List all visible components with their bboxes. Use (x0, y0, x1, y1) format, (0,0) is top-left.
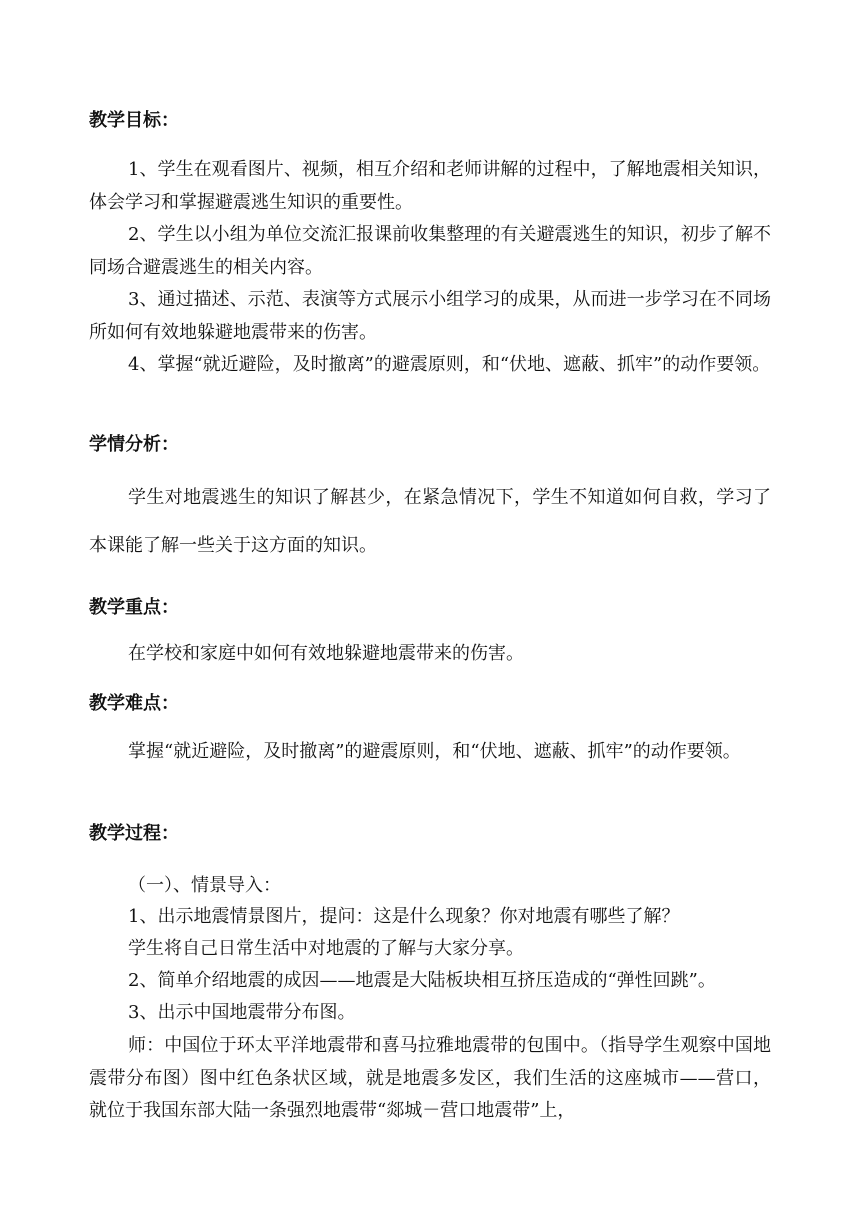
objective-item-1: 1、学生在观看图片、视频，相互介绍和老师讲解的过程中，了解地震相关知识，体会学习和掌握避震逃生知识的重要性。 (89, 159, 771, 213)
process-step-1-note: 学生将自己日常生活中对地震的了解与大家分享。 (128, 938, 524, 959)
objective-item-3: 3、通过描述、示范、表演等方式展示小组学习的成果，从而进一步学习在不同场所如何有效地躲避地震带来的伤害。 (89, 289, 771, 343)
process-step-1: 1、出示地震情景图片，提问：这是什么现象？你对地震有哪些了解？ (128, 906, 680, 927)
section-one-title: （一）、情景导入： (128, 875, 281, 896)
analysis-heading: 学情分析： (89, 434, 179, 455)
difficulty-text: 掌握“就近避险，及时撤离”的避震原则，和“伏地、遮蔽、抓牢”的动作要领。 (128, 741, 741, 762)
objective-item-4: 4、掌握“就近避险，及时撤离”的避震原则，和“伏地、遮蔽、抓牢”的动作要领。 (128, 354, 771, 375)
key-point-heading: 教学重点： (89, 597, 179, 618)
process-heading: 教学过程： (89, 823, 179, 844)
process-step-3: 3、出示中国地震带分布图。 (128, 1002, 356, 1023)
teacher-explanation: 师：中国位于环太平洋地震带和喜马拉雅地震带的包围中。（指导学生观察中国地震带分布图）图中红色条状区域，就是地震多发区，我们生活的这座城市——营口，就位于我国东部大陆一条强烈地震带“郯城－营口地震带”上， (89, 1035, 771, 1121)
analysis-text: 学生对地震逃生的知识了解甚少，在紧急情况下，学生不知道如何自救，学习了本课能了解一些关于这方面的知识。 (89, 487, 771, 556)
process-step-2: 2、简单介绍地震的成因——地震是大陆板块相互挤压造成的“弹性回跳”。 (128, 970, 716, 991)
objective-item-2: 2、学生以小组为单位交流汇报课前收集整理的有关避震逃生的知识，初步了解不同场合避震逃生的相关内容。 (89, 224, 771, 278)
key-point-text: 在学校和家庭中如何有效地躲避地震带来的伤害。 (128, 643, 524, 664)
objectives-heading: 教学目标： (89, 110, 179, 131)
difficulty-heading: 教学难点： (89, 693, 179, 714)
